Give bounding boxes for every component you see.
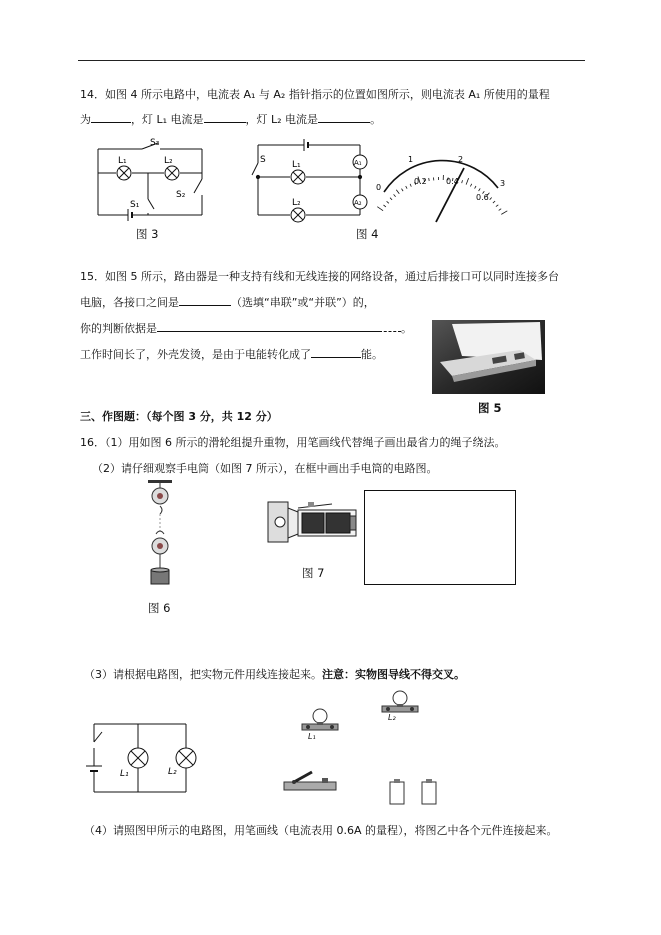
section3-heading: 三、作图题：（每个图 3 分，共 12 分） <box>80 410 278 423</box>
dial-tick-mark <box>501 211 507 215</box>
dial-tick-3: 3 <box>500 179 506 188</box>
dial-tick-mark <box>410 184 411 187</box>
fig4-a1-label: A₁ <box>354 159 362 167</box>
q15-blank-reason[interactable] <box>157 321 379 332</box>
q16-part3 <box>84 666 465 682</box>
fig3-s2-label: S₂ <box>176 190 186 200</box>
part3-l2-label: L₂ <box>168 767 177 777</box>
q15-text-e: 工作时间长了，外壳发烫，是由于电能转化成了 <box>80 348 311 361</box>
q15-text-a: 电脑，各接口之间是 <box>80 296 179 309</box>
fig4-caption: 图 4 <box>356 227 379 241</box>
dial-tick-mark <box>466 178 469 185</box>
fig7-caption: 图 7 <box>302 566 325 580</box>
dial-tick-mark <box>394 194 396 196</box>
dial-tick-0-2: 0.2 <box>414 177 427 186</box>
dial-tick-mark <box>396 190 399 194</box>
lamp-l1-photo[interactable] <box>300 702 340 742</box>
q15-line3 <box>80 320 412 336</box>
q14-text-a: 为 <box>80 113 91 126</box>
q15-text-c: 你的判断依据是 <box>80 322 157 335</box>
fig3-caption: 图 3 <box>136 227 159 241</box>
q15-text-d: 。 <box>401 322 412 335</box>
figure-6-pulley <box>140 478 180 598</box>
q15-text-f: 能。 <box>361 348 383 361</box>
dial-tick-2: 2 <box>458 155 464 164</box>
router-photo <box>432 320 545 394</box>
fig4-s-label: S <box>260 155 266 165</box>
dial-tick-mark <box>384 205 386 207</box>
q15-line1: 15．如图 5 所示，路由器是一种支持有线和无线连接的网络设备，通过后排接口可以同时连接多台 <box>80 270 559 283</box>
dial-tick-0-4: 0.4 <box>446 177 459 186</box>
photo-l1-label: L₁ <box>308 732 316 741</box>
part3-circuit-diagram <box>80 718 205 798</box>
fig3-s1-label: S₁ <box>130 200 140 210</box>
fig3-l2-label: L₂ <box>164 156 173 166</box>
q14-blank-l1-current[interactable] <box>204 112 246 123</box>
photo-l2-label: L₂ <box>388 713 396 722</box>
q14-blank-range[interactable] <box>91 112 131 123</box>
q16-part3-note: 注意：实物图导线不得交叉。 <box>322 668 465 681</box>
q14-blank-l2-current[interactable] <box>318 112 370 123</box>
dial-tick-mark <box>499 209 502 211</box>
dial-tick-0: 0 <box>376 183 382 192</box>
fig4-l1-label: L₁ <box>292 160 301 170</box>
fig6-caption: 图 6 <box>148 601 171 615</box>
dial-tick-mark <box>406 186 407 189</box>
dial-tick-0-6: 0.6 <box>476 193 489 202</box>
fig4-a2-label: A₂ <box>354 199 362 207</box>
q14-line2 <box>80 111 381 127</box>
q15-blank-reason-tail <box>379 321 401 332</box>
switch-photo[interactable] <box>282 766 338 794</box>
q16-part2: （2）请仔细观察手电筒（如图 7 所示），在框中画出手电筒的电路图。 <box>92 462 438 475</box>
q15-text-b: （选填“串联”或“并联”）的， <box>231 296 375 309</box>
fig3-s3-label: S₃ <box>150 138 160 148</box>
q15-blank-connection[interactable] <box>179 295 231 306</box>
figure-4-circuit <box>248 137 378 227</box>
dial-tick-mark <box>496 205 498 207</box>
dial-tick-mark <box>429 178 430 181</box>
figure-7-flashlight <box>268 496 360 552</box>
dial-tick-1: 1 <box>408 155 414 164</box>
q16-part4: （4）请照图甲所示的电路图，用笔画线（电流表用 0.6A 的量程），将图乙中各个元件连接起来。 <box>84 824 558 837</box>
fig5-caption: 图 5 <box>478 401 502 415</box>
q15-line2 <box>80 294 375 310</box>
dial-tick-mark <box>475 186 476 189</box>
dial-tick-mark <box>390 198 392 200</box>
header-rule <box>78 60 585 61</box>
q14-text-b: ，灯 L₁ 电流是 <box>131 113 204 126</box>
dial-tick-mark <box>402 189 404 192</box>
fig3-l1-label: L₁ <box>118 156 127 166</box>
q14-line1: 14．如图 4 所示电路中，电流表 A₁ 与 A₂ 指针指示的位置如图所示，则电流表 A₁ 所使用的量程 <box>80 88 550 101</box>
dial-tick-mark <box>479 188 481 191</box>
q14-text-d: 。 <box>370 113 382 126</box>
dial-tick-mark <box>493 201 495 203</box>
part3-l1-label: L₁ <box>120 769 129 779</box>
battery-photo[interactable] <box>386 778 442 806</box>
dial-tick-mark <box>377 207 383 211</box>
dial-tick-mark <box>387 201 389 203</box>
ammeter-dial <box>374 150 509 210</box>
q15-blank-energy[interactable] <box>311 347 361 358</box>
dial-tick-mark <box>470 184 471 187</box>
q14-text-c: ，灯 L₂ 电流是 <box>245 113 319 126</box>
dial-tick-mark <box>490 198 492 200</box>
q16-part3-text: （3）请根据电路图，把实物元件用线连接起来。 <box>84 668 322 681</box>
drawing-answer-box[interactable] <box>364 490 516 585</box>
dial-tick-mark <box>462 180 463 183</box>
q16-part1: 16．（1）用如图 6 所示的滑轮组提升重物，用笔画线代替绳子画出最省力的绳子绕法。 <box>80 436 506 449</box>
lamp-l2-photo[interactable] <box>380 688 420 718</box>
q15-line4 <box>80 346 383 362</box>
fig4-l2-label: L₂ <box>292 198 301 208</box>
